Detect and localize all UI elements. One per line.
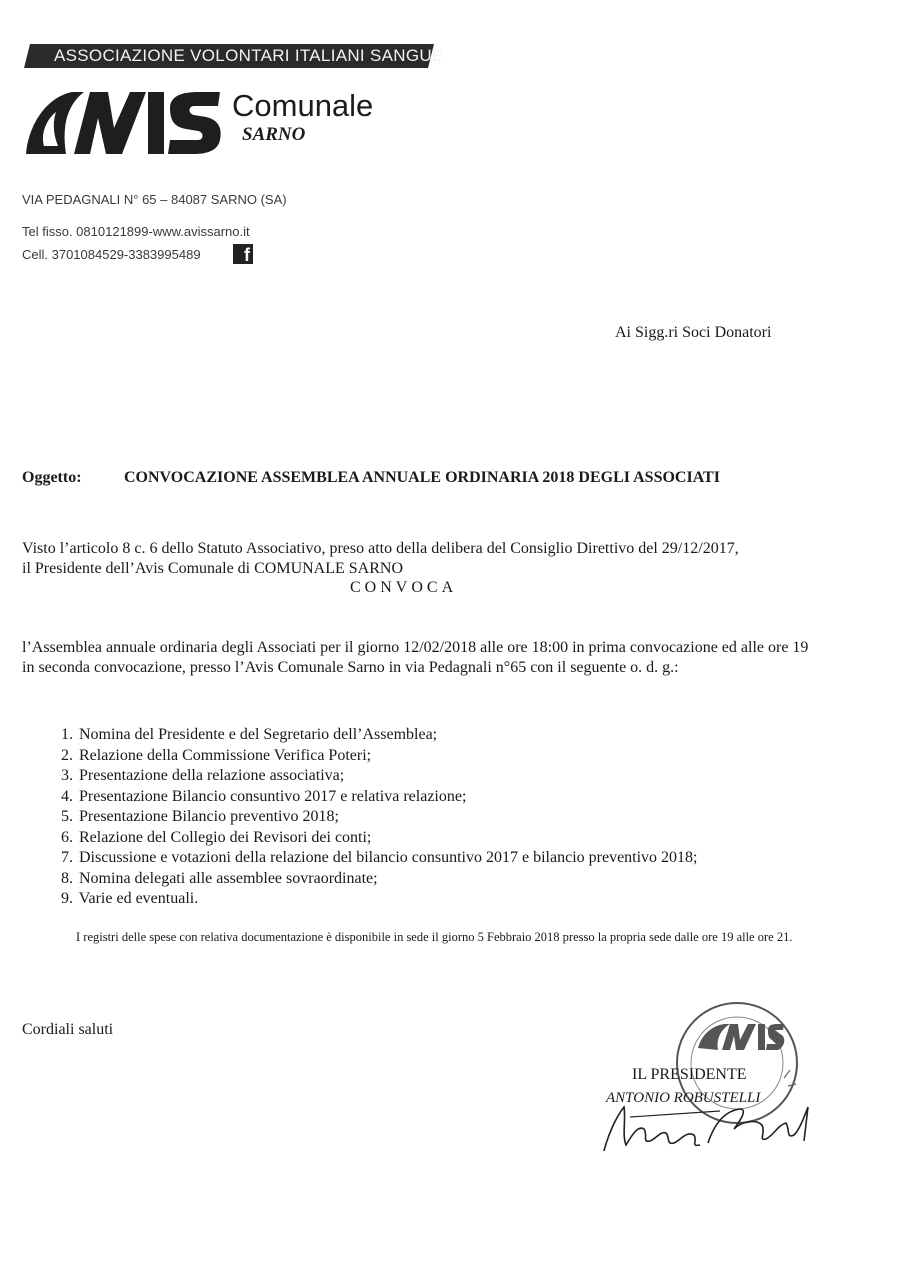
brand-sub: SARNO xyxy=(242,124,306,145)
recipient: Ai Sigg.ri Soci Donatori xyxy=(615,324,772,341)
address: VIA PEDAGNALI N° 65 – 84087 SARNO (SA) xyxy=(22,192,287,207)
handwritten-signature xyxy=(590,1095,820,1155)
facebook-icon: f xyxy=(233,244,253,264)
banner-text: ASSOCIAZIONE VOLONTARI ITALIANI SANGUE xyxy=(54,46,444,65)
expenses-note: I registri delle spese con relativa documentazione è disponibile in sede il giorno 5 Febbraio 2018 presso la propria sede dalle ore 19 alle ore 21. xyxy=(76,930,793,944)
agenda-list xyxy=(40,725,820,910)
agenda-item: 5. Presentazione Bilancio preventivo 2018; xyxy=(61,808,339,825)
president-name: ANTONIO ROBUSTELLI xyxy=(606,1090,761,1106)
cell: Cell. 3701084529-3383995489 xyxy=(22,247,201,262)
president-title: IL PRESIDENTE xyxy=(632,1066,747,1083)
phone: Tel fisso. 0810121899-www.avissarno.it xyxy=(22,224,250,239)
agenda-item: 7. Discussione e votazioni della relazione del bilancio consuntivo 2017 e bilancio preventivo 2018; xyxy=(61,849,698,866)
agenda-item: 8. Nomina delegati alle assemblee sovraordinate; xyxy=(61,869,378,887)
intro-line-2: il Presidente dell’Avis Comunale di COMUNALE SARNO xyxy=(22,560,404,577)
agenda-item: 2. Relazione della Commissione Verifica Poteri; xyxy=(61,746,372,764)
agenda-item: 9. Varie ed eventuali. xyxy=(61,890,199,907)
intro-line-1: Visto l’articolo 8 c. 6 dello Statuto Associativo, preso atto della delibera del Consiglio Direttivo del 29/12/2017, xyxy=(22,540,739,557)
avis-logo xyxy=(22,88,222,158)
body-paragraph: l’Assemblea annuale ordinaria degli Associati per il giorno 12/02/2018 alle ore 18:00 in prima convocazione ed alle ore 19 in seconda convocazione, presso l’Avis Comunale Sarno in via Pedagnali n°65 con il seguente o. d. g.: xyxy=(22,639,809,676)
brand-main: Comunale xyxy=(232,88,374,123)
agenda-item: 6. Relazione del Collegio dei Revisori dei conti; xyxy=(61,828,372,846)
closing: Cordiali saluti xyxy=(22,1021,114,1038)
agenda-item: 1. Nomina del Presidente e del Segretario dell’Assemblea; xyxy=(61,726,438,743)
agenda-item: 3. Presentazione della relazione associativa; xyxy=(61,767,345,784)
agenda-item: 4. Presentazione Bilancio consuntivo 2017 e relativa relazione; xyxy=(61,787,467,805)
convoca-heading: CONVOCA xyxy=(350,579,458,596)
header-banner xyxy=(24,44,444,68)
subject-text: CONVOCAZIONE ASSEMBLEA ANNUALE ORDINARIA 2018 DEGLI ASSOCIATI xyxy=(124,469,720,486)
subject-label: Oggetto: xyxy=(22,469,82,486)
